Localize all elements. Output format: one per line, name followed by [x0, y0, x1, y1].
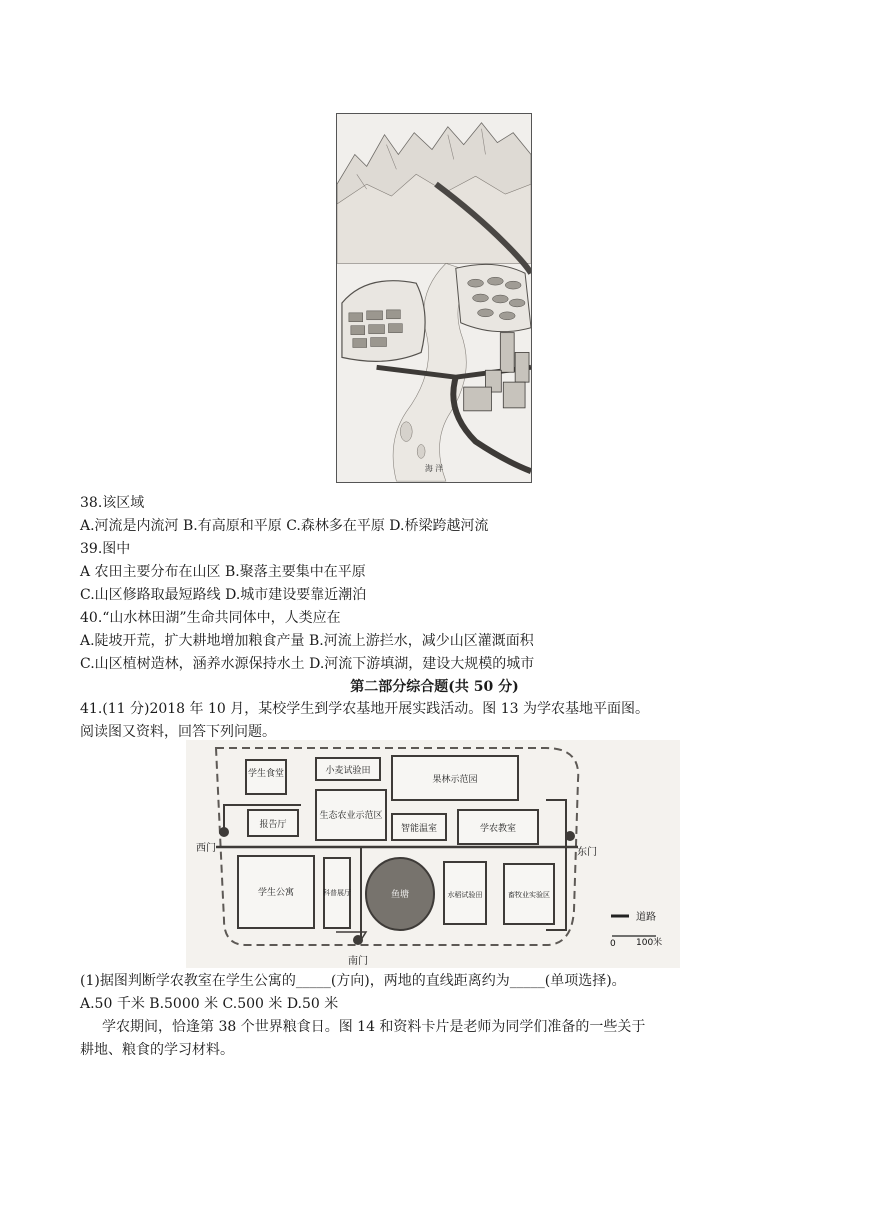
part2-title: 第二部分综合题(共 50 分)	[350, 679, 519, 695]
q41-sub1-options: A.50 千米 B.5000 米 C.500 米 D.50 米	[80, 996, 339, 1012]
livestock-label: 畜牧业实验区	[508, 891, 550, 899]
road-legend-label: 道路	[636, 912, 656, 923]
wheat-field-label: 小麦试验田	[325, 766, 371, 776]
q39-options-1: A 农田主要分布在山区 B.聚落主要集中在平原	[80, 564, 366, 580]
scale-zero: 0	[610, 939, 616, 949]
landscape-figure	[336, 113, 532, 483]
east-gate-marker	[565, 831, 575, 841]
south-gate-label: 南门	[348, 956, 368, 967]
q40-options-2: C.山区植树造林，涵养水源保持水土 D.河流下游填湖，建设大规模的城市	[80, 656, 535, 672]
q41-sub1: (1)据图判断学农教室在学生公寓的_____(方向)，两地的直线距离约为_____(单项选择)。	[80, 973, 626, 989]
classroom-label: 学农教室	[479, 824, 517, 834]
fishpond-label: 鱼塘	[390, 890, 410, 900]
east-gate-label: 东门	[577, 847, 597, 858]
q40-options-1: A.陡坡开荒，扩大耕地增加粮食产量 B.河流上游拦水，减少山区灌溉面积	[80, 633, 534, 649]
scale-100m: 100米	[636, 938, 663, 948]
sea-label: 海 洋	[424, 464, 444, 474]
q39-options-2: C.山区修路取最短路线 D.城市建设要靠近潮泊	[80, 587, 367, 603]
south-gate-marker	[353, 935, 363, 945]
report-hall-label: 报告厅	[259, 820, 287, 830]
farm-base-map	[186, 740, 680, 968]
eco-agriculture-label: 生态农业示范区	[319, 811, 383, 821]
west-gate-label: 西门	[196, 843, 216, 854]
dorm-label: 学生公寓	[257, 888, 295, 898]
q41-paragraph-2: 耕地、粮食的学习材料。	[80, 1042, 234, 1058]
q38-stem: 38.该区域	[80, 495, 145, 511]
paddy-label: 水稻试验田	[447, 891, 483, 899]
landscape-sketch	[337, 114, 531, 482]
west-gate-marker	[219, 827, 229, 837]
q38-options: A.河流是内流河 B.有高原和平原 C.森林多在平原 D.桥梁跨越河流	[80, 518, 489, 534]
farm-base-plan	[186, 740, 680, 968]
canteen-label: 学生食堂	[247, 769, 285, 779]
orchard-label: 果林示范园	[432, 775, 478, 785]
q39-stem: 39.图中	[80, 541, 131, 557]
q40-stem: 40.“山水林田湖”生命共同体中，人类应在	[80, 610, 341, 626]
greenhouse-label: 智能温室	[400, 824, 438, 834]
science-hall-label: 科普展厅	[323, 889, 351, 897]
q41-intro-1: 41.(11 分)2018 年 10 月，某校学生到学农基地开展实践活动。图 13 为学农基地平面图。	[80, 701, 649, 717]
q41-intro-2: 阅读图又资料，回答下列问题。	[80, 724, 276, 740]
q41-paragraph-1: 学农期间，恰逢第 38 个世界粮食日。图 14 和资料卡片是老师为同学们准备的一些关于	[102, 1019, 646, 1035]
